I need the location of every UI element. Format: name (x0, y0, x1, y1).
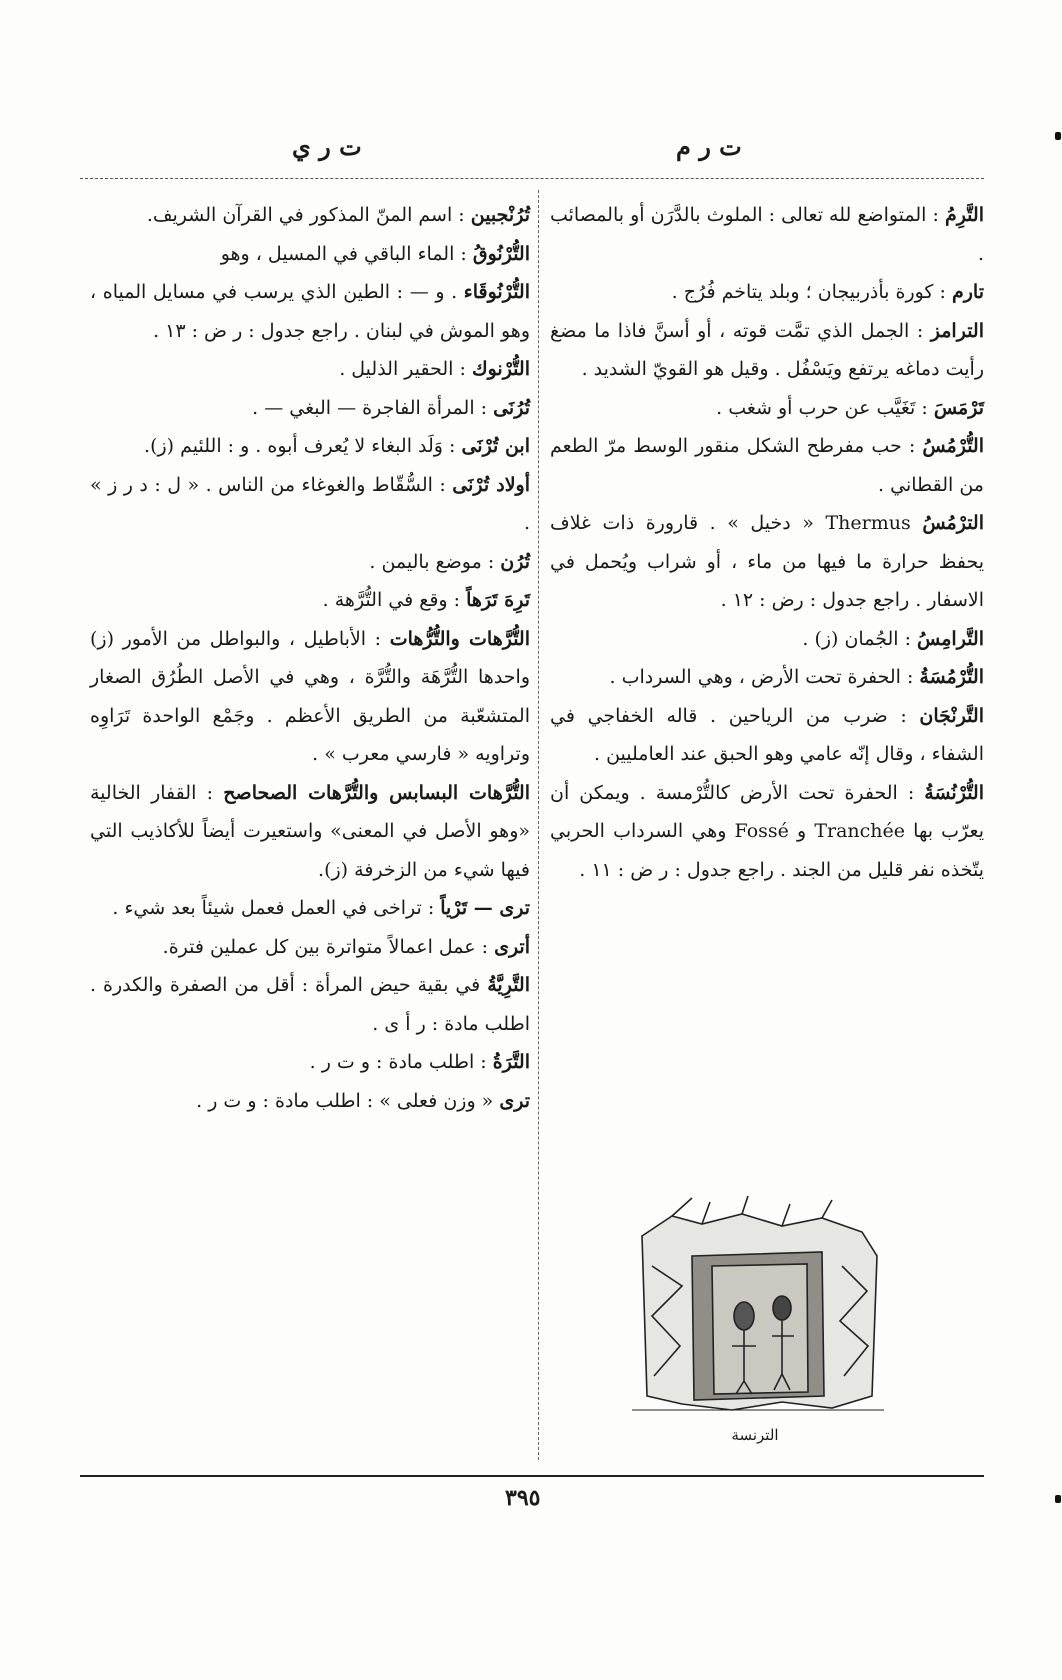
header-root-left: ت ر ي (292, 132, 362, 161)
margin-mark (1055, 1495, 1061, 1503)
entry-headword: التُّرْنوك (471, 358, 530, 380)
column-separator (538, 190, 539, 1460)
figure-caption: الترنسة (731, 1426, 779, 1444)
header-rule (80, 178, 984, 179)
entry-definition: : القفار الخالية «وهو الأصل في المعنى» واستعيرت أيضاً للأكاذيب التي فيها شيء من الزخرفة (ز). (90, 781, 530, 881)
entry-headword: ابن تُرْنَى (461, 435, 530, 457)
entry-definition: Thermus « دخيل » . قارورة ذات غلاف يحفظ حرارة ما فيها من ماء ، أو شراب ويُحمل في الاسفار . راجع جدول : رض : ١٢ . (550, 512, 984, 611)
entry-headword: تَرْمَسَ (933, 396, 984, 419)
entry-definition: : الأباطيل ، والبواطل من الأمور (ز) واحدها التُّرَّهَة والتُّرَّة ، وهي في الأصل الطُرُق الصغار المتشعّبة من الطريق الأعظم . وجَمْع الواحدة تَرَاوِه وتراويه « فارسي معرب » . (90, 627, 530, 765)
entry-headword: التُّرْنُسَةُ (924, 781, 984, 804)
entry-definition: : الماء الباقي في المسيل ، وهو (220, 242, 473, 265)
dictionary-entry (550, 774, 984, 890)
page-number: ٣٩٥ (505, 1485, 541, 1511)
trench-illustration (632, 1196, 884, 1418)
entry-headword: ترى (499, 1089, 530, 1112)
dictionary-entry (90, 196, 530, 235)
dictionary-entry (90, 350, 530, 389)
entry-definition: : كورة بأذربيجان ؛ وبلد يتاخم فُرُج . (671, 281, 952, 303)
dictionary-entry (90, 389, 530, 428)
entry-headword: التُّرْنُوقَاء (463, 281, 530, 303)
entry-headword: تُرُن (500, 550, 530, 573)
dictionary-entry (90, 235, 530, 274)
dictionary-entry (90, 581, 530, 620)
entry-headword: أترى (494, 935, 530, 958)
entry-definition: : تَغَيَّب عن حرب أو شغب . (716, 396, 934, 419)
margin-mark (1055, 132, 1061, 140)
entry-definition: : وقع في التُّرَّهة . (322, 589, 467, 611)
entry-definition: : الجُمان (ز) . (802, 627, 918, 650)
dictionary-entry (550, 196, 984, 273)
entry-definition: : عمل اعمالاً متواترة بين كل عملين فترة. (162, 935, 495, 958)
entry-definition: : تراخى في العمل فعمل شيئاً بعد شيء . (112, 897, 441, 919)
dictionary-entry (90, 966, 530, 1043)
entry-headword: التُّرَّهات البسابس والتُّرَّهات الصحاصح (223, 781, 531, 804)
entry-headword: ترى — تَرْياً (440, 897, 530, 919)
dictionary-entry (550, 504, 984, 620)
dictionary-entry (90, 427, 530, 466)
entry-headword: التَّرامِسُ (917, 627, 984, 650)
entry-headword: الترْمُسُ (922, 512, 984, 534)
entry-headword: التَّرَةُ (492, 1051, 530, 1073)
entry-definition: « وزن فعلى » : اطلب مادة : و ت ر . (196, 1089, 500, 1112)
entry-definition: : المتواضع لله تعالى : الملوث بالدَّرَن أو بالمصائب . (549, 204, 984, 265)
dictionary-entry (90, 543, 530, 582)
dictionary-entry (90, 774, 530, 890)
entry-definition: : السُّقّاط والغوغاء من الناس . « ل : د ر ز » . (90, 473, 530, 534)
right-column (550, 196, 984, 889)
dictionary-entry (550, 658, 984, 697)
dictionary-entry (90, 928, 530, 967)
entry-headword: تُرُنْجبين (470, 204, 530, 226)
dictionary-entry (90, 620, 530, 774)
dictionary-entry (550, 620, 984, 659)
dictionary-entry (550, 427, 984, 504)
entry-headword: التَّرِيَّةُ (487, 974, 530, 996)
entry-definition: : اطلب مادة : و ت ر . (309, 1051, 493, 1073)
entry-headword: التُّرْنُوقُ (472, 242, 530, 265)
entry-headword: التُّرْمُسُ (922, 435, 984, 457)
dictionary-entry (90, 1043, 530, 1082)
entry-headword: التَّرنْجَان (919, 704, 984, 727)
header-root-right: ت ر م (676, 132, 742, 161)
entry-definition: : الحفرة تحت الأرض كالتُّرْمسة . ويمكن أن يعرّب بها Tranchée و Fossé وهي السرداب الحربي يتّخذه نفر قليل من الجند . راجع جدول : ر ض : ١١ . (550, 781, 984, 881)
dictionary-entry (550, 697, 984, 774)
entry-definition: : ضرب من الرياحين . قاله الخفاجي في الشفاء ، وقال إنّه عامي وهو الحبق عند العامليين . (550, 704, 984, 765)
entry-headword: تُرُنَى (493, 396, 530, 419)
dictionary-entry (550, 273, 984, 312)
entry-definition: : وَلَد البغاء لا يُعرف أبوه . و : اللئيم (ز). (144, 435, 462, 457)
entry-definition: : الجمل الذي تمَّت قوته ، أو أسنَّ فاذا ما مضغ رأيت دماغه يرتفع ويَسْفُل . وقيل هو القويّ الشديد . (550, 319, 984, 380)
entry-definition: . و — : الطين الذي يرسب في مسايل المياه ، وهو الموش في لبنان . راجع جدول : ر ض : ١٣ . (90, 281, 530, 342)
dictionary-entry (90, 889, 530, 928)
entry-definition: : الحفرة تحت الأرض ، وهي السرداب . (609, 666, 920, 688)
dictionary-entry (550, 389, 984, 428)
left-column (90, 196, 530, 1120)
entry-headword: تارم (951, 281, 984, 303)
entry-definition: : اسم المنّ المذكور في القرآن الشريف. (146, 204, 471, 226)
entry-definition: : المرأة الفاجرة — البغي — . (252, 396, 494, 419)
entry-headword: التُّرْمُسَةُ (919, 666, 984, 688)
entry-definition: في بقية حيض المرأة : أقل من الصفرة والكدرة . اطلب مادة : ر أ ى . (90, 974, 530, 1035)
footer-rule (80, 1475, 984, 1477)
dictionary-entry (90, 466, 530, 543)
dictionary-entry (90, 1082, 530, 1121)
dictionary-entry (550, 312, 984, 389)
dictionary-entry (90, 273, 530, 350)
entry-headword: التَّرِمُ (944, 204, 984, 226)
entry-headword: التُّرَّهات والتُّرُّهات (389, 627, 530, 650)
entry-headword: أولاد تُرْنَى (452, 473, 530, 496)
entry-definition: : الحقير الذليل . (339, 358, 472, 380)
entry-definition: : حب مفرطح الشكل منقور الوسط مرّ الطعم من القطاني . (550, 435, 984, 496)
entry-definition: : موضع باليمن . (369, 550, 501, 573)
entry-headword: تَرِهَ تَرَهاً (466, 589, 530, 611)
entry-headword: الترامز (930, 319, 984, 342)
